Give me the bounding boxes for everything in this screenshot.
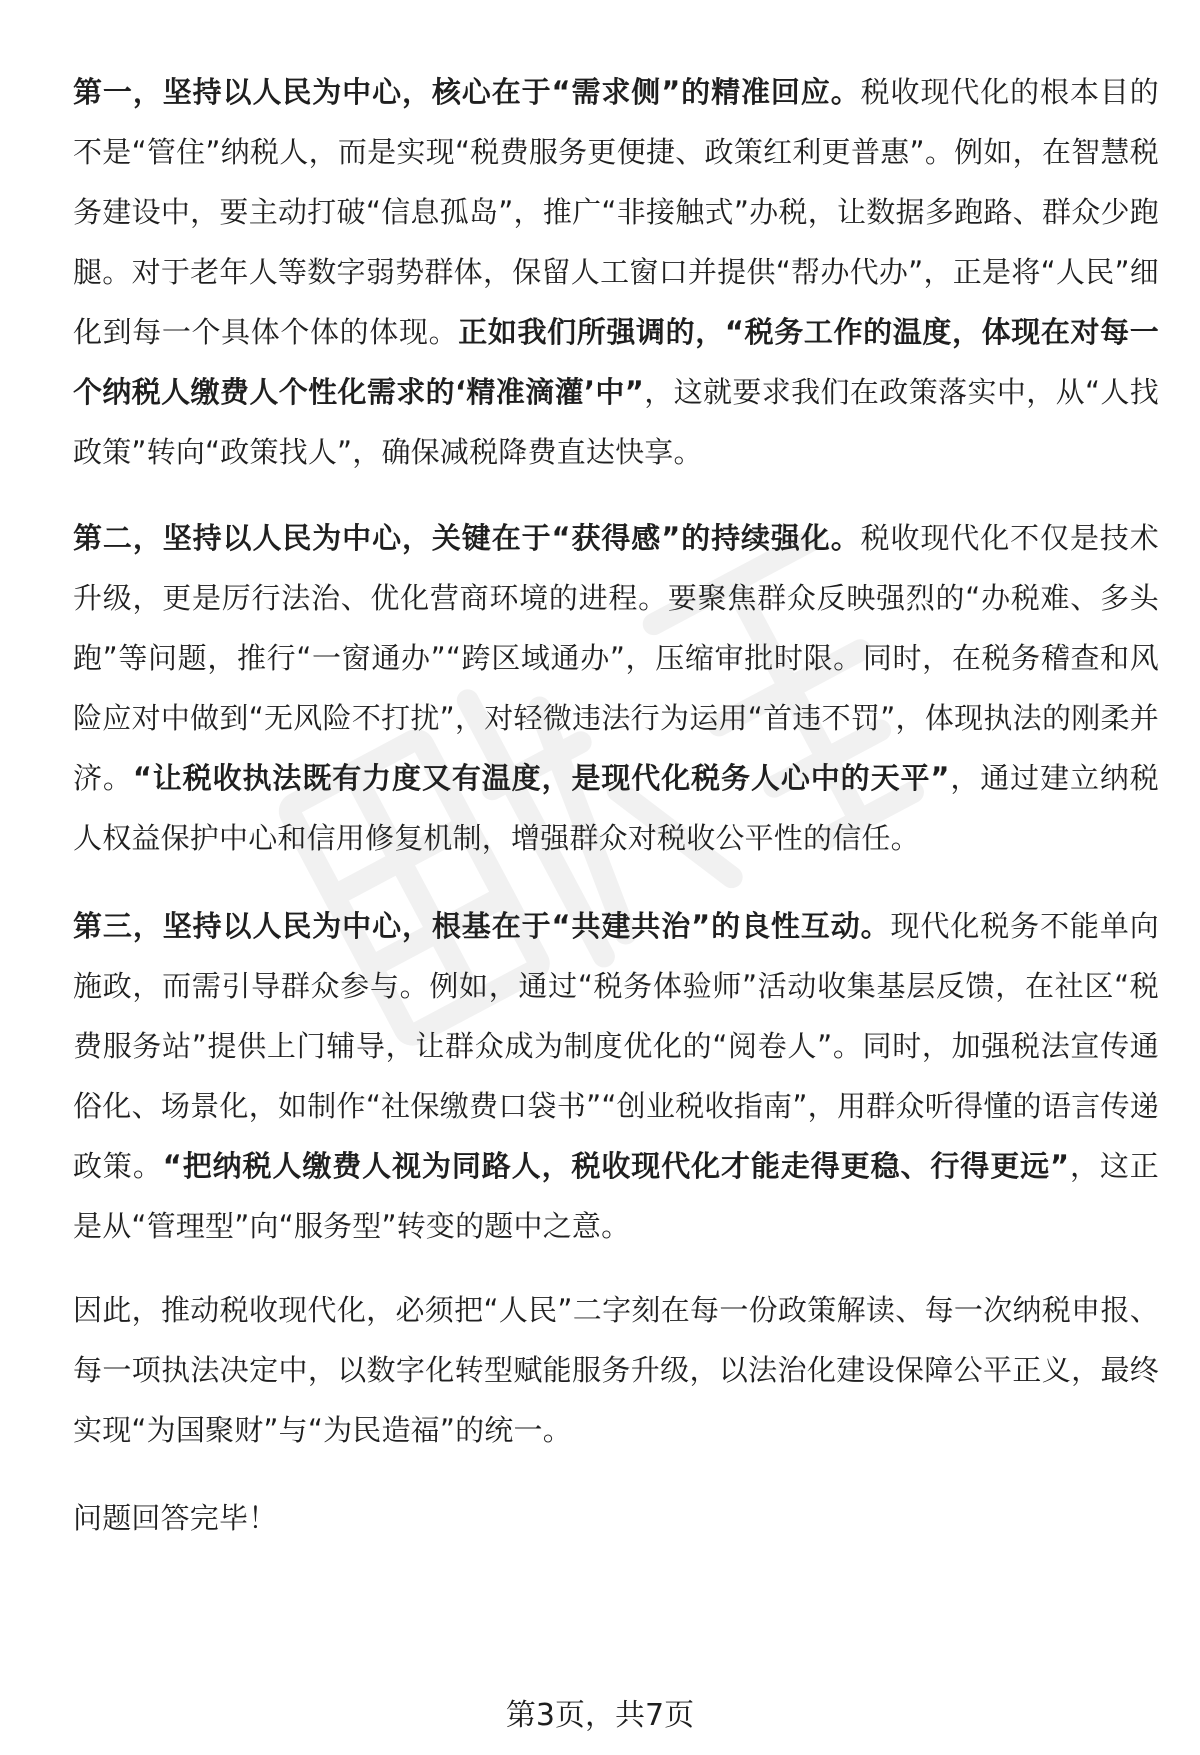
paragraph-3-quote: “把纳税人缴费人视为同路人，税收现代化才能走得更稳、行得更远” [162,1149,1070,1183]
paragraph-3-lead: 第三，坚持以人民为中心，根基在于“共建共治”的良性互动。 [73,909,891,943]
paragraph-1-quote: 正如我们所强调的，“税务工作的温度，体现在对每一个纳税人缴费人个性化需求的‘精准滴灌’中” [73,315,1159,409]
paragraph-2-tail: ，通过建立纳税人权益保护中心和信用修复机制，增强群众对税收公平性的信任。 [73,761,1159,855]
page-number-footer: 第3页，共7页 [505,1698,695,1733]
paragraph-2-quote: “让税收执法既有力度又有温度，是现代化税务人心中的天平” [132,761,950,795]
paragraph-5-body: 问题回答完毕！ [73,1501,278,1535]
paragraph-2-body: 税收现代化不仅是技术升级，更是厉行法治、优化营商环境的进程。要聚焦群众反映强烈的“办税难、多头跑”等问题，推行“一窗通办”“跨区域通办”，压缩审批时限。同时，在税务稽查和风险应对中做到“无风险不打扰”，对轻微违法行为运用“首违不罚”，体现执法的刚柔并济。 [73,521,1159,795]
paragraph-1-lead: 第一，坚持以人民为中心，核心在于“需求侧”的精准回应。 [73,75,861,109]
paragraph-3-body: 现代化税务不能单向施政，而需引导群众参与。例如，通过“税务体验师”活动收集基层反馈，在社区“税费服务站”提供上门辅导，让群众成为制度优化的“阅卷人”。同时，加强税法宣传通俗化、场景化，如制作“社保缴费口袋书”“创业税收指南”，用群众听得懂的语言传递政策。 [73,909,1159,1183]
paragraph-1-body: 税收现代化的根本目的不是“管住”纳税人，而是实现“税费服务更便捷、政策红利更普惠”。例如，在智慧税务建设中，要主动打破“信息孤岛”，推广“非接触式”办税，让数据多跑路、群众少跑腿。对于老年人等数字弱势群体，保留人工窗口并提供“帮办代办”，正是将“人民”细化到每一个具体个体的体现。 [73,75,1159,349]
paragraph-4-body: 因此，推动税收现代化，必须把“人民”二字刻在每一份政策解读、每一次纳税申报、每一项执法决定中，以数字化转型赋能服务升级，以法治化建设保障公平正义，最终实现“为国聚财”与“为民造福”的统一。 [73,1293,1159,1447]
document-body [73,62,1159,1548]
paragraph-3-tail: ，这正是从“管理型”向“服务型”转变的题中之意。 [73,1149,1160,1243]
paragraph-1-tail: ，这就要求我们在政策落实中，从“人找政策”转向“政策找人”，确保减税降费直达快享。 [73,375,1160,469]
paragraph-conclusion [73,1280,1159,1460]
paragraph-third-point [73,896,1159,1256]
paragraph-first-point [73,62,1159,482]
paragraph-2-lead: 第二，坚持以人民为中心，关键在于“获得感”的持续强化。 [73,521,861,555]
paragraph-second-point [73,508,1159,868]
paragraph-closing [73,1488,1159,1548]
